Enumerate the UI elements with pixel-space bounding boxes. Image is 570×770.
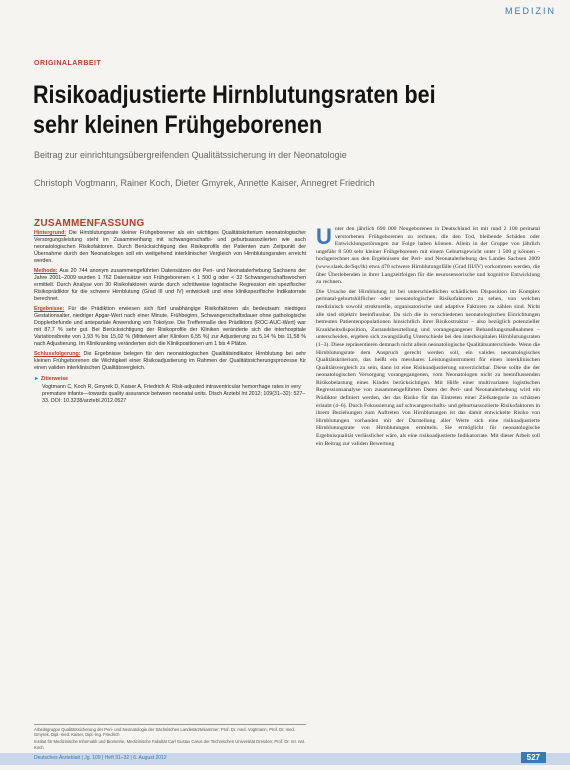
footnote-line: Arbeitsgruppe Qualitätssicherung der Peri- und Neonatologie der Sächsischen Landesärztekammer: Prof. Dr. med. Vogtmann, Prof. Dr. med. Gmyrek, Dipl.-med. Kaiser, Dipl.-Ing. Friedrich (34, 727, 295, 738)
summary-paragraph (34, 306, 306, 348)
citation-heading-label: Zitierweise (40, 376, 69, 382)
drop-cap: U (316, 224, 332, 249)
summary-text: Für die Prädiktion erwiesen sich fünf unabhängige Risikofaktoren als bedeutsam: niedriges Gestationsalter, niedriger Apgar-Wert nach einer Minute, Frühbeginn, Schwangerschaftsdauer ohne pathologische Dopplerbefunde und antepartale Anwendung von Tokolyse. Die Treffermaße des Prädiktors (ROC-AUC-Wert) war mit 87,7 % sehr gut. Bei Berücksichtigung der Risikoprofile der Kliniken veränderte sich die interhospitale Variationsbreite von 1,93 % bis 15,02 % (Mittelwert aller Kliniken 6,55 %) zur Adjustierung zu 5,14 % bis 11,58 % nach Adjustierung. Im Klinikranking veränderten sich die Klinikpositionen um 1 bis 4 Plätze. (34, 306, 306, 347)
affiliation-footnote (34, 724, 306, 752)
summary-label: Schlussfolgerung: (34, 351, 81, 357)
summary-text: Die Hirnblutungsrate kleiner Frühgeborener als ein wichtiges Qualitätskriterium neonatologischer Versorgungsleistung steht im Zusammenhang mit schwangerschafts- und geburtsassoziierten wie auch neonatologischen Risikofaktoren. Durch Berücksichtigung des Risikoprofils der Patienten zum Zeitpunkt der Übernahme durch den Neonatologen soll ein weitgehend interklinischer Vergleich von Hirnblutungsraten erreicht werden. (34, 230, 306, 264)
summary-heading: ZUSAMMENFASSUNG (34, 218, 145, 229)
summary-paragraph (34, 351, 306, 372)
page-number: 527 (521, 752, 546, 763)
citation-heading (34, 376, 306, 383)
article-subtitle: Beitrag zur einrichtungsübergreifenden Qualitätssicherung in der Neonatologie (34, 150, 347, 160)
summary-label: Hintergrund: (34, 230, 67, 236)
body-paragraph: Die Ursache der Hirnblutung ist bei unterschiedlichen schädlichen Disposition im Komplex perinatal-geburtshilflicher oder neonatologischer Risikofaktoren zu sehen, von welchen medizinisch sowohl strukturelle, organisatorische und adaptive Faktoren zu zählen sind. Nicht alle sind objektiv beeinflussbar. Da sich die in verschiedenen neonatologischen Einrichtungen betreuten Patientenpopulationen hinsichtlich ihrer Risikostruktur – also bezüglich potenzieller Krankheitsdisposition, Zustandsbeurteilung und vorangegangener Behandlungsmaßnahmen – unterscheiden, ergeben sich zwangsläufig Unterschiede bei den interhospitalen Hirnblutungsraten (1–3). Diese repräsentieren demnach nicht allein neonatologische Qualitätsunterschiede. Wenn die Hirnblutungsrate dem Anspruch gerecht werden soll, ein valides neonatologisches Qualitätskriterium, das heißt ein messbares Leistungsinstrument für einen interklinischen Qualitätsvergleich zu sein, dann ist eine Risikoadjustierung unverzichtbar. Diese sollte die der neonatologischen Versorgung vorangegangenen, vom Neonatologen nicht zu beeinflussenden Risikobelastung eines Kindes berücksichtigen. Mit Hilfe einer multivariaten logistischen Regressionsanalyse von zusammengeführten Daten der Peri- und Neonatalerhebung wird ein Prädiktor definiert werden, der das Risiko für das Eintreten einer Zielkategorie zu schätzen erlaubt (4–6). Durch Fokussierung auf schwangerschafts- und geburtsassoziierte Risikofaktoren in ihrem Beziehungen zum Auftreten von Hirnblutungen ist das damit entwickelte Risiko von Hirnblutungen vorhanden mit der Darstellung aller Werte sich eine risikoadjustierte Hirnblutungsrate von Hirnblutungen ermitteln. Sie ermöglicht für neonatologische Ergebnisqualität verlässlicher wäre, als eine risikoadjustierte Indikatorrate. Mit dieser Arbeit soll ein Beitrag zur validen Bewertung (316, 288, 540, 447)
body-column (316, 226, 540, 450)
summary-text: Die Ergebnisse belegen für den neonatologischen Qualitätsindikator Hirnblutung bei sehr kleinen Frühgeborenen die Wichtigkeit einer Risikoadjustierung im Rahmen der Qualitätssicherungsprozesse für einen validen interklinischen Qualitätsvergleich. (34, 351, 306, 371)
arrow-right-icon: ► (34, 376, 40, 382)
summary-text: Aus 20 744 anonym zusammengeführten Datensätzen der Peri- und Neonatalerhebung Sachsens der Jahre 2001–2009 wurden 1 762 Datensätze von Frühgeborenen < 1 500 g oder < 32 Schwangerschaftswochen ermittelt. Durch Analyse von 30 Risikofaktoren wurde durch schrittweise logistische Regression ein spezifischer Risikoprädiktor für die schwere Hirnblutung (Grad III und IV) entwickelt und eine klinikspezifische Indikatorrate berechnet. (34, 268, 306, 302)
summary-label: Methode: (34, 268, 58, 274)
body-paragraph: nter den jährlich 690 000 Neugeborenen in Deutschland ist mit rund 2 100 perinatal verstorbenen Frühgeborenen zu rechnen, die den Tod, bleibende Schäden oder Entwicklungsstörungen zur Folge haben können. Allein in der Gruppe von jährlich ungefähr 8 500 sehr kleiner Frühgeborenen mit einem Geburtsgewicht unter 1 500 g können – hochgerechnet aus den Ergebnissen der Peri- und Neonatalerhebung des Landes Sachsen 2009 (www.slaek.de/Sqs/lk) etwa 470 schwere Hirnblutungsfälle (Grad III/IV) vorkommen werden, die über Überlebenden in ihrer Langzeitfolgen für die neurosensorische und kognitive Entwicklung zu rechnen. (316, 226, 540, 286)
article-type-label: ORIGINALARBEIT (34, 60, 102, 67)
footnote-line: Institut für Medizinische Informatik und Biometrie, Medizinische Fakultät Carl Gustav Carus der Technischen Universität Dresden: Prof. Dr. rer. nat. Koch (34, 739, 306, 750)
article-title: Risikoadjustierte Hirnblutungsraten bei sehr kleinen Frühgeborenen (33, 81, 436, 139)
summary-label: Ergebnisse: (34, 306, 65, 312)
summary-paragraph (34, 230, 306, 265)
journal-citation-footer: Deutsches Ärzteblatt | Jg. 109 | Heft 31–32 | 6. August 2012 (34, 755, 167, 761)
summary-box (34, 220, 306, 405)
section-label: MEDIZIN (505, 6, 556, 16)
summary-paragraph (34, 268, 306, 303)
author-list: Christoph Vogtmann, Rainer Koch, Dieter Gmyrek, Annette Kaiser, Annegret Friedrich (34, 178, 375, 188)
citation-text: Vogtmann C, Koch R, Gmyrek D, Kaiser A, Friedrich A: Risk-adjusted intraventricular hemorrhage rates in very premature infants—towards quality assurance between neonatal units. Dtsch Arztebl Int 2012; 109(31–32): 527–33. DOI: 10.3238/arztebl.2012.0527 (42, 384, 306, 404)
